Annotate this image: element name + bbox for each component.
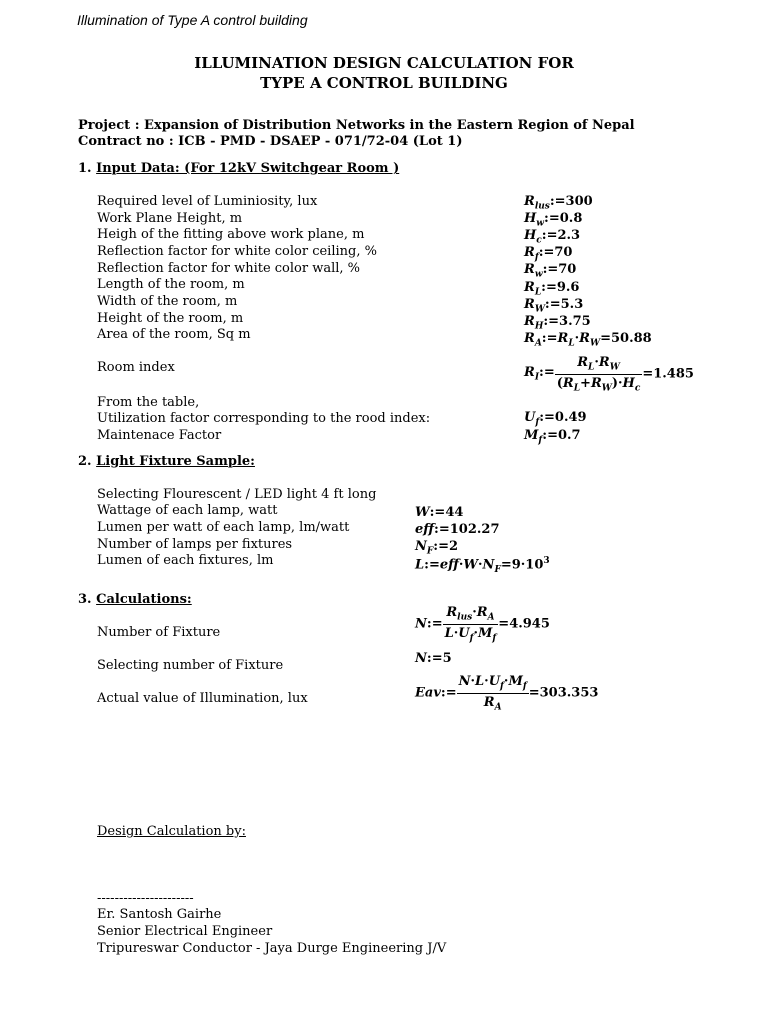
equation-n-f: $N_F:=2$: [415, 539, 459, 557]
input-label-ceiling-reflection: Reflection factor for white color ceiling, %: [97, 244, 377, 259]
section-2-title: Light Fixture Sample:: [96, 454, 255, 469]
input-label-room-height: Height of the room, m: [97, 311, 244, 326]
signature-line: ----------------------: [97, 891, 194, 906]
equation-r-f: $R_f:=70$: [524, 245, 573, 263]
equation-h-w: $H_w:=0.8$: [524, 211, 583, 229]
input-label-fitting-height: Heigh of the fitting above work plane, m: [97, 227, 365, 242]
fixture-label-wattage: Wattage of each lamp, watt: [97, 503, 278, 518]
number-of-fixture-label: Number of Fixture: [97, 625, 221, 640]
actual-illumination-label: Actual value of Illumination, lux: [97, 691, 308, 706]
equation-w: W:=44: [415, 505, 464, 520]
equation-n: N:= $\frac{R_{lus}\cdot R_A}{L\cdot U_f\cdot M_f}$ =4.945: [415, 605, 550, 644]
contract-line: Contract no : ICB - PMD - DSAEP - 071/72-04 (Lot 1): [78, 134, 463, 149]
equation-u-f: $U_f:=0.49$: [524, 410, 587, 428]
fixture-label-lamps: Number of lamps per fixtures: [97, 537, 293, 552]
document-title-line-2: TYPE A CONTROL BUILDING: [260, 74, 508, 92]
engineer-designation: Senior Electrical Engineer: [97, 924, 273, 939]
maintenance-factor-label: Maintenace Factor: [97, 428, 222, 443]
section-1-heading: [78, 161, 399, 176]
project-line: Project : Expansion of Distribution Networks in the Eastern Region of Nepal: [78, 118, 635, 133]
input-label-room-length: Length of the room, m: [97, 277, 245, 292]
equation-r-lus: $R_{lus}:=300$: [524, 194, 593, 212]
company-name: Tripureswar Conductor - Jaya Durge Engineering J/V: [97, 941, 447, 956]
equation-n-selected: N:=5: [415, 651, 452, 666]
utilization-factor-label: Utilization factor corresponding to the rood index:: [97, 411, 431, 426]
input-label-room-area: Area of the room, Sq m: [97, 327, 251, 342]
equation-r-w-width: $R_W:=5.3$: [524, 297, 584, 315]
equation-eff: eff:=102.27: [415, 522, 500, 537]
input-label-room-width: Width of the room, m: [97, 294, 238, 309]
section-1-title: Input Data: (For 12kV Switchgear Room ): [96, 161, 400, 176]
section-3-number: 3.: [78, 592, 92, 607]
equation-m-f: $M_f:=0.7$: [524, 428, 581, 446]
input-label-luminosity: Required level of Luminiosity, lux: [97, 194, 318, 209]
section-3-title: Calculations:: [96, 592, 192, 607]
equation-l: $L:=eff\cdot W\cdot N_F=9\cdot 10^3$: [415, 556, 550, 575]
input-label-work-plane-height: Work Plane Height, m: [97, 211, 243, 226]
design-calculation-by: Design Calculation by:: [97, 824, 246, 839]
from-table-text: From the table,: [97, 395, 200, 410]
section-2-heading: [78, 454, 255, 469]
fixture-label-lumen: Lumen of each fixtures, lm: [97, 553, 274, 568]
equation-r-l: $R_L:=9.6$: [524, 280, 580, 298]
section-3-heading: [78, 592, 192, 607]
equation-r-h: $R_H:=3.75$: [524, 314, 591, 332]
section-2-number: 2.: [78, 454, 92, 469]
document-title-line-1: ILLUMINATION DESIGN CALCULATION FOR: [194, 54, 574, 72]
fixture-label-efficacy: Lumen per watt of each lamp, lm/watt: [97, 520, 350, 535]
section-1-number: 1.: [78, 161, 92, 176]
equation-r-a: $R_A:=R_L\cdot R_W=50.88$: [524, 331, 652, 349]
equation-h-c: $H_c:=2.3$: [524, 228, 581, 246]
input-label-wall-reflection: Reflection factor for white color wall, %: [97, 261, 361, 276]
equation-r-w-reflect: $R_w:=70$: [524, 262, 577, 280]
room-index-label: Room index: [97, 360, 175, 375]
selecting-number-label: Selecting number of Fixture: [97, 658, 284, 673]
engineer-name: Er. Santosh Gairhe: [97, 907, 222, 922]
equation-room-index: $R_I:=$ $\frac{R_L\cdot R_W}{(R_L+R_W)\cdot H_c}$ =1.485: [524, 355, 694, 394]
equation-eav: Eav:= $\frac{N\cdot L\cdot U_f\cdot M_f}{R_A}$ =303.353: [415, 674, 599, 713]
running-header: Illumination of Type A control building: [77, 12, 308, 28]
fixture-selection-text: Selecting Flourescent / LED light 4 ft long: [97, 487, 377, 502]
